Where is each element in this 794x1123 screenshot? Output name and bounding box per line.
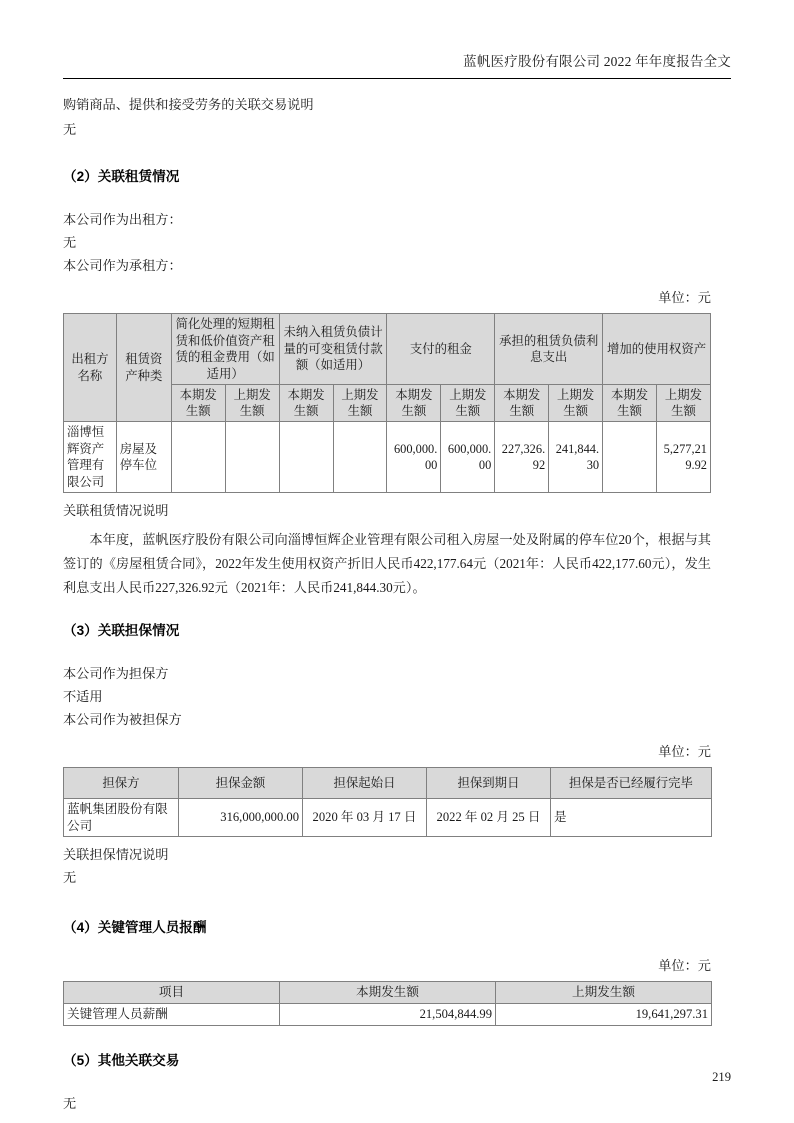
- section-2-heading: （2）关联租赁情况: [63, 169, 180, 184]
- lease-subcol-3: 上期发生额: [333, 385, 387, 422]
- key-management-remuneration-table: [63, 981, 712, 1026]
- key-mgmt-table-unit: 单位：元: [658, 958, 711, 973]
- lease-cell-2: [279, 422, 333, 493]
- guarantee-cell-start-date: 2020 年 03 月 17 日: [303, 799, 427, 837]
- key-mgmt-cell-current: 21,504,844.99: [280, 1004, 496, 1026]
- lease-cell-lessor: 淄博恒辉资产管理有限公司: [64, 422, 117, 493]
- key-mgmt-col-prior-period: 上期发生额: [496, 982, 712, 1004]
- lease-cell-asset-type: 房屋及停车位: [116, 422, 171, 493]
- table-row: [64, 422, 711, 493]
- lease-note-label: 关联租赁情况说明: [63, 503, 169, 518]
- lease-subcol-2: 本期发生额: [279, 385, 333, 422]
- guarantee-col-completed: 担保是否已经履行完毕: [551, 768, 712, 799]
- key-mgmt-table-header-row: [64, 982, 712, 1004]
- other-related-transactions-value: 无: [63, 1096, 77, 1111]
- lease-subcol-0: 本期发生额: [171, 385, 225, 422]
- lease-col-rent-paid: 支付的租金: [387, 314, 495, 385]
- related-lease-table: [63, 313, 711, 493]
- table-row: [64, 1004, 712, 1026]
- lease-cell-0: [171, 422, 225, 493]
- key-mgmt-cell-prior: 19,641,297.31: [496, 1004, 712, 1026]
- key-mgmt-col-current-period: 本期发生额: [280, 982, 496, 1004]
- lease-subcol-1: 上期发生额: [225, 385, 279, 422]
- lease-col-variable-payments: 未纳入租赁负债计量的可变租赁付款额（如适用）: [279, 314, 387, 385]
- related-guarantee-table: [63, 767, 712, 837]
- document-body: [63, 92, 711, 1115]
- lease-subcol-4: 本期发生额: [387, 385, 441, 422]
- guarantee-col-end-date: 担保到期日: [427, 768, 551, 799]
- as-guaranteed-label: 本公司作为被担保方: [63, 712, 182, 727]
- lease-col-rou-asset-increase: 增加的使用权资产: [603, 314, 711, 385]
- lease-col-asset-type: 租赁资产种类: [116, 314, 171, 422]
- lease-col-lessor-name: 出租方名称: [64, 314, 117, 422]
- guarantee-note-label: 关联担保情况说明: [63, 847, 169, 862]
- lease-cell-7: 241,844.30: [549, 422, 603, 493]
- guarantee-col-start-date: 担保起始日: [303, 768, 427, 799]
- lease-cell-8: [603, 422, 657, 493]
- guarantee-note-value: 无: [63, 870, 77, 885]
- running-header: 蓝帆医疗股份有限公司 2022 年年度报告全文: [463, 54, 731, 69]
- key-mgmt-cell-item: 关键管理人员薪酬: [64, 1004, 280, 1026]
- purchase-sale-note-value: 无: [63, 122, 77, 137]
- guarantee-cell-amount: 316,000,000.00: [179, 799, 303, 837]
- lease-subcol-5: 上期发生额: [441, 385, 495, 422]
- lease-subcol-8: 本期发生额: [603, 385, 657, 422]
- lease-cell-6: 227,326.92: [495, 422, 549, 493]
- header-rule: [63, 78, 731, 79]
- lease-cell-9: 5,277,219.92: [657, 422, 711, 493]
- lease-col-interest-expense: 承担的租赁负债利息支出: [495, 314, 603, 385]
- guarantee-col-amount: 担保金额: [179, 768, 303, 799]
- lease-cell-3: [333, 422, 387, 493]
- guarantee-cell-end-date: 2022 年 02 月 25 日: [427, 799, 551, 837]
- section-4-heading: （4）关键管理人员报酬: [63, 920, 207, 935]
- lease-subcol-9: 上期发生额: [657, 385, 711, 422]
- page-number: 219: [712, 1070, 731, 1084]
- guarantee-table-header-row: [64, 768, 712, 799]
- lease-note-text: 本年度，蓝帆医疗股份有限公司向淄博恒辉企业管理有限公司租入房屋一处及附属的停车位20个，根据与其签订的《房屋租赁合同》，2022年发生使用权资产折旧人民币422,177.64元（2021年：人民币422,177.60元），发生利息支出人民币227,326.92元（2021年：人民币241,844.30元）。: [63, 532, 711, 595]
- guarantee-table-unit: 单位：元: [658, 744, 711, 759]
- guarantee-cell-completed: 是: [551, 799, 712, 837]
- lease-cell-5: 600,000.00: [441, 422, 495, 493]
- lease-subcol-6: 本期发生额: [495, 385, 549, 422]
- lease-cell-4: 600,000.00: [387, 422, 441, 493]
- lease-col-short-term-rent-expense: 简化处理的短期租赁和低价值资产租赁的租金费用（如适用）: [171, 314, 279, 385]
- lessor-value: 无: [63, 235, 77, 250]
- purchase-sale-note-label: 购销商品、提供和接受劳务的关联交易说明: [63, 97, 314, 112]
- lease-table-unit: 单位：元: [658, 290, 711, 305]
- section-3-heading: （3）关联担保情况: [63, 623, 180, 638]
- key-mgmt-col-item: 项目: [64, 982, 280, 1004]
- table-row: [64, 799, 712, 837]
- guarantee-col-party: 担保方: [64, 768, 179, 799]
- as-guarantor-value: 不适用: [63, 689, 103, 704]
- section-5-heading: （5）其他关联交易: [63, 1053, 180, 1068]
- lease-cell-1: [225, 422, 279, 493]
- lessee-label: 本公司作为承租方：: [63, 258, 182, 273]
- lease-subcol-7: 上期发生额: [549, 385, 603, 422]
- lease-table-group-header-row: [64, 314, 711, 385]
- as-guarantor-label: 本公司作为担保方: [63, 666, 169, 681]
- guarantee-cell-party: 蓝帆集团股份有限公司: [64, 799, 179, 837]
- lessor-label: 本公司作为出租方：: [63, 212, 182, 227]
